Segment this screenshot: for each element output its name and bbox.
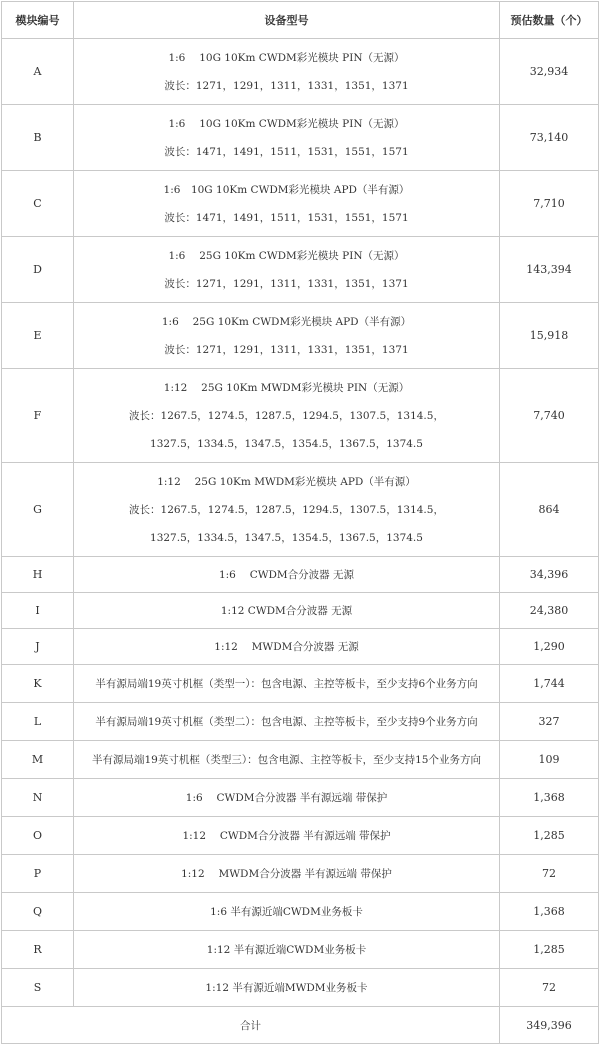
device-model-cell <box>74 665 500 703</box>
module-id-cell: F <box>2 369 74 463</box>
device-model-line: 1:6 半有源近端CWDM业务板卡 <box>210 905 363 918</box>
module-id-cell: Q <box>2 893 74 931</box>
estimated-qty-cell: 7,740 <box>500 369 599 463</box>
module-id-cell: G <box>2 463 74 557</box>
total-qty-cell: 349,396 <box>500 1007 599 1044</box>
table-row <box>2 741 599 779</box>
device-model-line: 1:6 25G 10Km CWDM彩光模块 APD（半有源） <box>161 315 412 328</box>
estimated-qty-cell: 1,368 <box>500 893 599 931</box>
total-row <box>2 1007 599 1044</box>
estimated-qty-cell: 109 <box>500 741 599 779</box>
module-id-cell: O <box>2 817 74 855</box>
estimated-qty-cell: 1,290 <box>500 629 599 665</box>
device-model-line: 1:6 10G 10Km CWDM彩光模块 PIN（无源） <box>168 51 405 64</box>
device-model-line: 波长：1271，1291，1311，1331，1351，1371 <box>164 277 409 290</box>
module-id-cell: H <box>2 557 74 593</box>
device-model-line: 1:6 CWDM合分波器 无源 <box>218 568 355 581</box>
header-module-id: 模块编号 <box>2 2 74 39</box>
device-model-line: 半有源局端19英寸机框（类型三）：包含电源、主控等板卡，至少支持15个业务方向 <box>92 753 481 766</box>
module-id-cell: P <box>2 855 74 893</box>
device-model-line: 1:12 25G 10Km MWDM彩光模块 PIN（无源） <box>163 381 410 394</box>
module-id-cell: J <box>2 629 74 665</box>
device-model-cell <box>74 303 500 369</box>
table-row <box>2 39 599 105</box>
device-model-line: 波长：1267.5，1274.5，1287.5，1294.5，1307.5，1314.5， <box>129 409 444 422</box>
device-model-cell <box>74 105 500 171</box>
table-row <box>2 593 599 629</box>
module-id-cell: M <box>2 741 74 779</box>
module-id-cell: S <box>2 969 74 1007</box>
estimated-qty-cell: 1,285 <box>500 931 599 969</box>
table-row <box>2 629 599 665</box>
device-model-line: 1327.5，1334.5，1347.5，1354.5，1367.5，1374.5 <box>150 437 423 450</box>
device-model-cell <box>74 237 500 303</box>
module-id-cell: B <box>2 105 74 171</box>
equipment-table <box>1 1 599 1044</box>
estimated-qty-cell: 1,368 <box>500 779 599 817</box>
header-estimated-qty: 预估数量（个） <box>500 2 599 39</box>
device-model-line: 1:12 CWDM合分波器 无源 <box>220 604 353 617</box>
device-model-line: 1:12 半有源近端CWDM业务板卡 <box>206 943 367 956</box>
estimated-qty-cell: 24,380 <box>500 593 599 629</box>
estimated-qty-cell: 1,744 <box>500 665 599 703</box>
device-model-line: 1:12 半有源近端MWDM业务板卡 <box>205 981 368 994</box>
device-model-cell <box>74 969 500 1007</box>
module-id-cell: K <box>2 665 74 703</box>
table-row <box>2 171 599 237</box>
module-id-cell: I <box>2 593 74 629</box>
device-model-line: 半有源局端19英寸机框（类型一）：包含电源、主控等板卡，至少支持6个业务方向 <box>95 677 478 690</box>
header-device-model: 设备型号 <box>74 2 500 39</box>
table-row <box>2 557 599 593</box>
estimated-qty-cell: 32,934 <box>500 39 599 105</box>
table-row <box>2 105 599 171</box>
estimated-qty-cell: 72 <box>500 969 599 1007</box>
estimated-qty-cell: 1,285 <box>500 817 599 855</box>
table-row <box>2 855 599 893</box>
table-row <box>2 463 599 557</box>
table-row <box>2 703 599 741</box>
module-id-cell: R <box>2 931 74 969</box>
device-model-cell <box>74 557 500 593</box>
module-id-cell: N <box>2 779 74 817</box>
device-model-line: 1327.5，1334.5，1347.5，1354.5，1367.5，1374.5 <box>150 531 423 544</box>
estimated-qty-cell: 73,140 <box>500 105 599 171</box>
module-id-cell: L <box>2 703 74 741</box>
device-model-cell <box>74 463 500 557</box>
device-model-line: 波长：1271，1291，1311，1331，1351，1371 <box>164 343 409 356</box>
table-row <box>2 237 599 303</box>
estimated-qty-cell: 15,918 <box>500 303 599 369</box>
device-model-line: 波长：1271，1291，1311，1331，1351，1371 <box>164 79 409 92</box>
module-id-cell: E <box>2 303 74 369</box>
device-model-cell <box>74 741 500 779</box>
module-id-cell: D <box>2 237 74 303</box>
device-model-line: 1:6 25G 10Km CWDM彩光模块 PIN（无源） <box>168 249 405 262</box>
device-model-cell <box>74 39 500 105</box>
device-model-cell <box>74 779 500 817</box>
table-row <box>2 779 599 817</box>
device-model-cell <box>74 703 500 741</box>
module-id-cell: A <box>2 39 74 105</box>
device-model-cell <box>74 893 500 931</box>
device-model-line: 1:12 CWDM合分波器 半有源远端 带保护 <box>182 829 391 842</box>
estimated-qty-cell: 7,710 <box>500 171 599 237</box>
table-row <box>2 369 599 463</box>
device-model-line: 1:12 25G 10Km MWDM彩光模块 APD（半有源） <box>157 475 416 488</box>
estimated-qty-cell: 327 <box>500 703 599 741</box>
table-row <box>2 931 599 969</box>
device-model-cell <box>74 931 500 969</box>
table-row <box>2 303 599 369</box>
device-model-line: 1:12 MWDM合分波器 半有源远端 带保护 <box>181 867 392 880</box>
device-model-cell <box>74 855 500 893</box>
device-model-line: 波长：1471，1491，1511，1531，1551，1571 <box>164 211 409 224</box>
estimated-qty-cell: 864 <box>500 463 599 557</box>
device-model-line: 半有源局端19英寸机框（类型二）：包含电源、主控等板卡，至少支持9个业务方向 <box>95 715 478 728</box>
device-model-line: 1:12 MWDM合分波器 无源 <box>214 640 359 653</box>
total-label-cell: 合计 <box>2 1007 500 1044</box>
device-model-line: 1:6 10G 10Km CWDM彩光模块 APD（半有源） <box>163 183 410 196</box>
table-row <box>2 665 599 703</box>
device-model-cell <box>74 629 500 665</box>
table-row <box>2 893 599 931</box>
header-row <box>2 2 599 39</box>
device-model-cell <box>74 593 500 629</box>
device-model-cell <box>74 369 500 463</box>
table-row <box>2 969 599 1007</box>
estimated-qty-cell: 143,394 <box>500 237 599 303</box>
device-model-line: 1:6 10G 10Km CWDM彩光模块 PIN（无源） <box>168 117 405 130</box>
table-body <box>2 39 599 1044</box>
device-model-line: 1:6 CWDM合分波器 半有源远端 带保护 <box>185 791 388 804</box>
estimated-qty-cell: 72 <box>500 855 599 893</box>
estimated-qty-cell: 34,396 <box>500 557 599 593</box>
device-model-cell <box>74 171 500 237</box>
table-row <box>2 817 599 855</box>
module-id-cell: C <box>2 171 74 237</box>
device-model-line: 波长：1471，1491，1511，1531，1551，1571 <box>164 145 409 158</box>
device-model-line: 波长：1267.5，1274.5，1287.5，1294.5，1307.5，1314.5， <box>129 503 444 516</box>
device-model-cell <box>74 817 500 855</box>
